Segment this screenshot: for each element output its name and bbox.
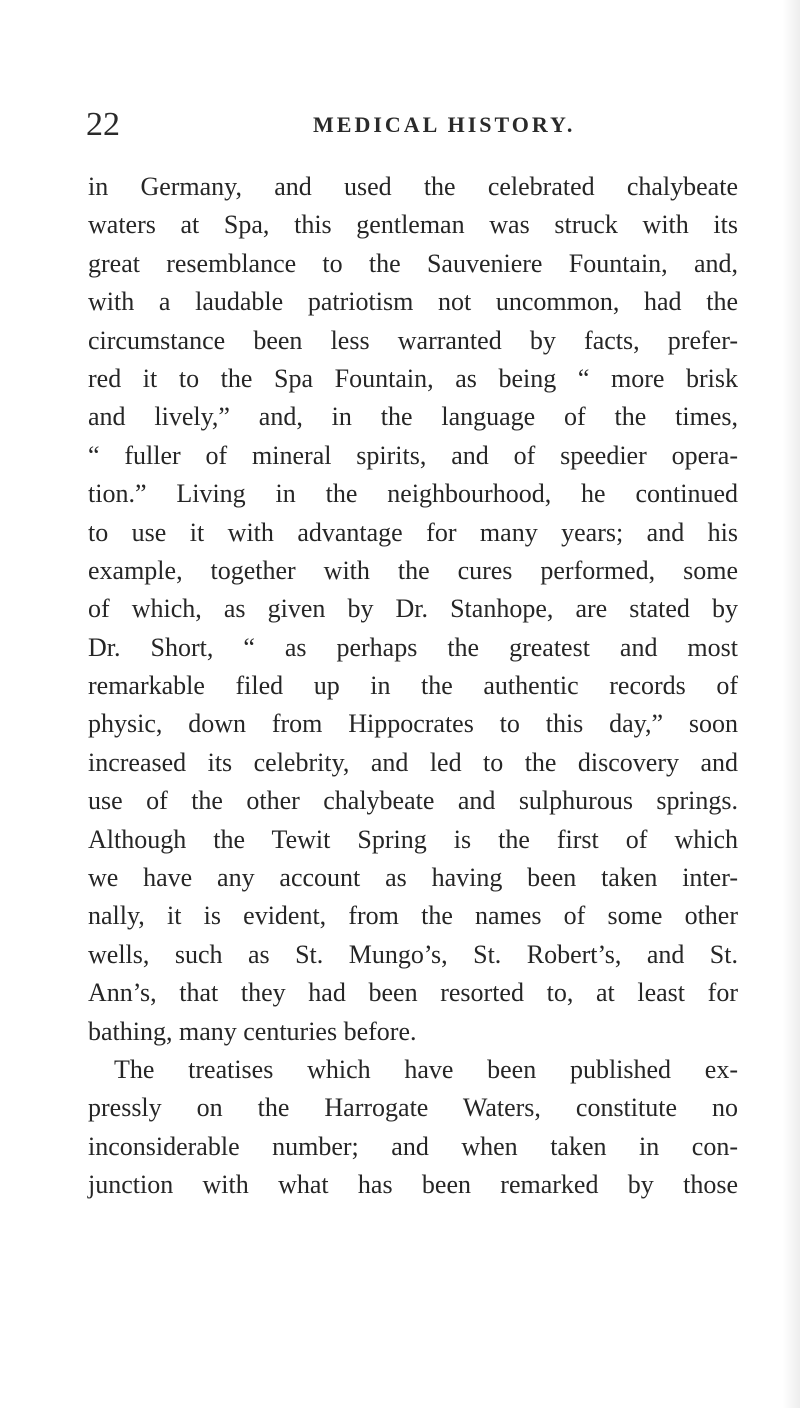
body-text [88,168,738,1205]
text-line: Dr. Short, “ as perhaps the greatest and most [88,632,738,662]
text-line: great resemblance to the Sauveniere Fountain, and, [88,248,738,278]
text-line: inconsiderable number; and when taken in con- [88,1131,738,1161]
paragraph-start-line: The treatises which have been published ex- [114,1054,738,1084]
text-line: to use it with advantage for many years; and his [88,517,738,547]
text-line: physic, down from Hippocrates to this day,” soon [88,709,738,739]
running-head [86,100,746,150]
text-line: bathing, many centuries before. [88,1016,417,1046]
text-line: Although the Tewit Spring is the first of which [88,824,738,854]
text-line: waters at Spa, this gentleman was struck with its [88,210,738,240]
text-line: circumstance been less warranted by facts, prefer- [88,325,738,355]
running-title: MEDICAL HISTORY. [313,112,576,137]
text-line: remarkable filed up in the authentic records of [88,671,738,701]
text-line: we have any account as having been taken inter- [88,863,738,893]
text-line: with a laudable patriotism not uncommon, had the [88,287,738,317]
text-line: nally, it is evident, from the names of some other [88,901,738,931]
text-line: red it to the Spa Fountain, as being “ more brisk [88,363,738,393]
text-line: “ fuller of mineral spirits, and of speedier opera- [88,440,738,470]
text-line: wells, such as St. Mungo’s, St. Robert’s, and St. [88,939,738,969]
text-line: use of the other chalybeate and sulphurous springs. [88,786,738,816]
text-line: in Germany, and used the celebrated chalybeate [88,172,738,201]
text-line: junction with what has been remarked by those [88,1170,738,1200]
text-line: of which, as given by Dr. Stanhope, are stated by [88,594,738,624]
text-line: increased its celebrity, and led to the discovery and [88,747,738,777]
text-line: example, together with the cures performed, some [88,555,738,585]
page-edge-shadow [782,0,800,1408]
text-line: pressly on the Harrogate Waters, constitute no [88,1093,738,1123]
text-line: and lively,” and, in the language of the times, [88,402,738,432]
page-number: 22 [86,106,120,143]
text-line: tion.” Living in the neighbourhood, he continued [88,479,738,509]
text-line: Ann’s, that they had been resorted to, at least for [88,978,738,1008]
